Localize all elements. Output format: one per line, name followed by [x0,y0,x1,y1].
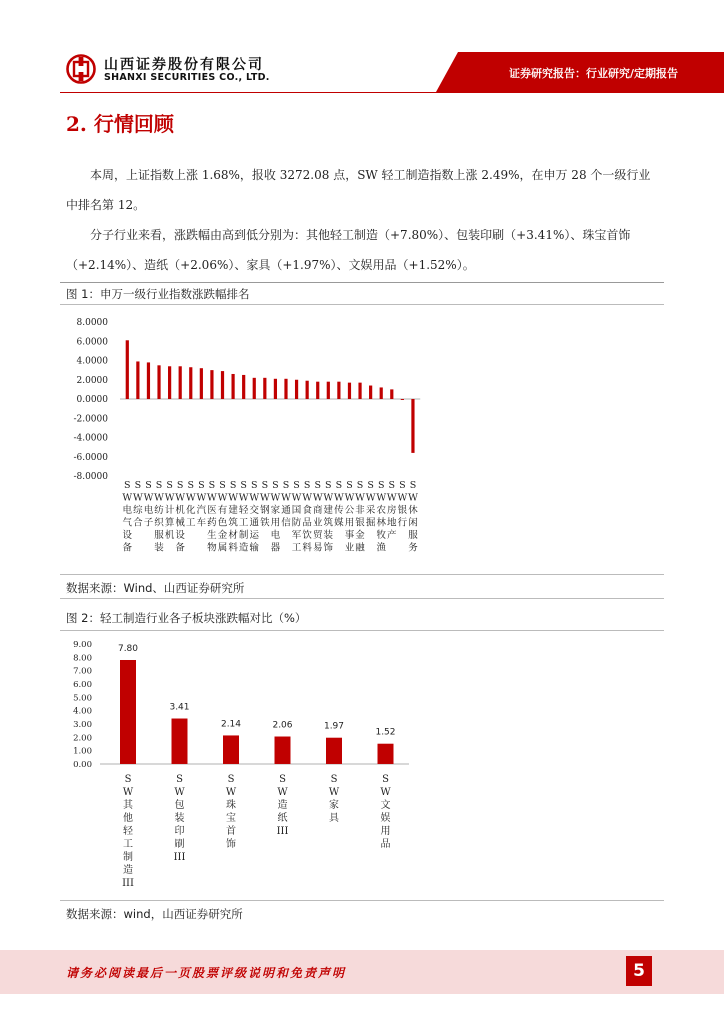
y-tick-label: -4.0000 [73,433,108,444]
page-header [0,0,724,100]
bar [316,382,319,399]
y-tick-label: 0.0000 [76,395,108,405]
bar [358,383,361,399]
x-tick-label: S W 休闲服务 [408,480,418,554]
y-tick-label: 8.0000 [76,318,108,328]
figure2-caption-rule [60,630,664,631]
x-tick-label: S W 有色金属 [217,480,228,554]
figure1-bottom-rule [60,574,664,575]
y-tick-label: -2.0000 [73,414,108,425]
bar [200,368,203,399]
figure1-caption-rule [60,304,664,305]
x-tick-label: S W 公用事业 [344,480,355,554]
bar [284,379,287,399]
section-title: 2. 行情回顾 [66,112,174,136]
data-label: 1.97 [323,721,345,732]
figure1-source: 数据来源：Wind、山西证券研究所 [66,581,245,595]
y-tick-label: 7.00 [73,666,92,677]
y-tick-label: 4.00 [73,706,92,717]
x-tick-label: S W 综合 [132,480,143,529]
figure1-source-rule [60,598,664,599]
x-tick-label: S W 造纸 III [276,774,289,837]
paragraph-market-summary: 本周，上证指数上涨 1.68%，报收 3272.08 点，SW 轻工制造指数上涨 2.49%，在申万 28 个一级行业中排名第 12。 [66,168,651,212]
bar [306,381,309,399]
y-tick-label: 9.00 [73,640,92,650]
y-tick-label: -6.0000 [73,452,108,463]
y-tick-label: 2.0000 [76,375,108,386]
bar [380,387,383,399]
shanxi-securities-logo-icon [66,54,96,84]
x-tick-label: S W 化工 [185,480,196,529]
bar [369,386,372,399]
x-tick-label: S W 食品饮料 [302,480,313,554]
report-type: 证券研究报告：行业研究/定期报告 [508,67,678,80]
y-tick-label: 5.00 [73,693,92,704]
x-tick-label: S W 电气设备 [122,480,133,554]
data-label: 2.14 [220,719,242,730]
y-tick-label: 6.0000 [76,337,108,348]
x-tick-label: S W 家用电器 [270,480,281,554]
x-tick-label: S W 珠宝首饰 [225,774,237,850]
bar [253,378,256,399]
bar [120,660,136,764]
x-tick-label: S W 农林牧渔 [376,480,387,554]
x-tick-label: S W 采掘 [365,480,376,529]
bar [189,367,192,399]
x-tick-label: S W 建筑材料 [228,480,238,554]
x-tick-label: S W 非银金融 [355,480,365,554]
company-name-cn: 山西证券股份有限公司 [104,57,264,73]
bar [221,371,224,399]
x-tick-label: S W 机械设备 [175,480,186,554]
x-tick-label: S W 建筑装饰 [323,480,334,554]
figure1-chart [60,306,480,572]
y-tick-label: 3.00 [73,719,92,730]
bar [411,399,414,453]
x-tick-label: S W 电子 [143,480,154,529]
footer-disclaimer: 请务必阅读最后一页股票评级说明和免责声明 [66,966,347,980]
data-label: 7.80 [117,643,139,654]
bar [337,382,340,399]
x-tick-label: S W 文娱用品 [380,774,391,850]
data-label: 3.41 [169,702,190,713]
x-tick-label: S W 商业贸易 [312,480,323,554]
x-tick-label: S W 银行 [397,480,408,529]
figure2-caption: 图 2：轻工制造行业各子板块涨跌幅对比（%） [66,611,307,625]
y-tick-label: -8.0000 [73,472,108,482]
figure1-caption: 图 1：申万一级行业指数涨跌幅排名 [66,287,250,301]
y-tick-label: 6.00 [73,679,92,690]
paragraph-subsector-summary: 分子行业来看，涨跌幅由高到低分别为：其他轻工制造（+7.80%）、包装印刷（+3.41%）、珠宝首饰（+2.14%）、造纸（+2.06%）、家具（+1.97%）、文娱用品（+1.52%）。 [66,228,631,272]
bar [168,366,171,399]
x-tick-label: S W 房地产 [386,480,397,541]
bar [326,738,342,764]
x-tick-label: S W 通信 [281,480,291,529]
bar [348,383,351,399]
bar [179,366,182,399]
data-label: 1.52 [375,727,396,738]
x-tick-label: S W 传媒 [334,480,344,529]
bar [147,362,150,399]
bar [263,378,266,399]
bar [242,375,245,399]
x-tick-label: S W 国防军工 [291,480,302,554]
bar [210,370,213,399]
x-tick-label: S W 计算机 [164,480,175,541]
header-divider [60,92,724,93]
x-tick-label: S W 其他轻工制造 III [122,774,134,889]
x-tick-label: S W 包装印刷 III [173,774,186,863]
x-tick-label: S W 交通运输 [249,480,260,554]
bar [172,719,188,764]
bar [390,389,393,399]
y-tick-label: 4.0000 [76,356,108,367]
bar [274,379,277,399]
bar [275,737,291,764]
bar [401,399,404,400]
x-tick-label: S W 汽车 [196,480,207,529]
y-tick-label: 1.00 [73,746,92,757]
company-name-en: SHANXI SECURITIES CO., LTD. [104,72,270,83]
data-label: 2.06 [272,720,293,731]
bar [378,744,394,764]
bar [231,374,234,399]
bar [223,735,239,764]
bar [295,380,298,399]
figure1-top-rule [60,282,664,283]
bar [136,361,139,399]
x-tick-label: S W 家具 [328,774,340,824]
page-number: 5 [626,956,652,986]
bar [126,340,129,399]
x-tick-label: S W 医药生物 [207,480,217,554]
bar [157,365,160,399]
y-tick-label: 2.00 [73,733,92,744]
x-tick-label: S W 钢铁 [259,480,270,529]
x-tick-label: S W 纺织服装 [154,480,164,554]
figure2-source: 数据来源：wind，山西证券研究所 [66,907,243,921]
y-tick-label: 8.00 [73,653,92,664]
figure2-chart [60,634,420,896]
x-tick-label: S W 轻工制造 [238,480,249,554]
bar [327,382,330,399]
y-tick-label: 0.00 [73,759,92,770]
figure2-bottom-rule [60,900,664,901]
